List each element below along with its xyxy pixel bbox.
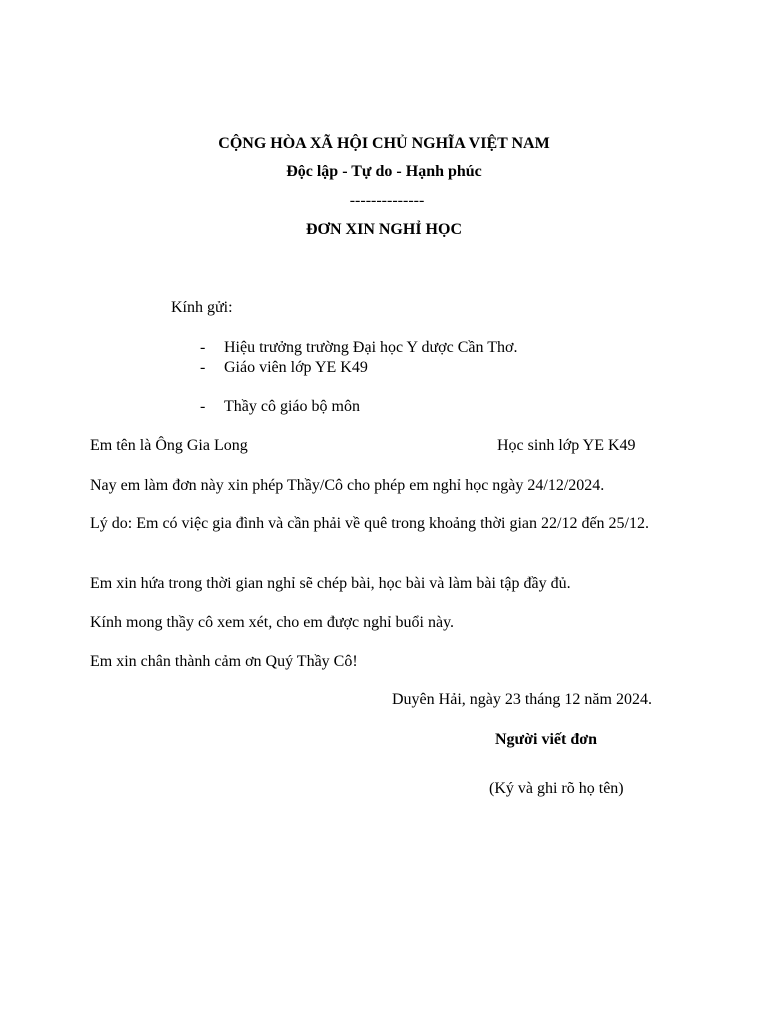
recipient-bullet: - bbox=[200, 339, 206, 356]
recipient-text: Giáo viên lớp YE K49 bbox=[224, 359, 368, 376]
header-separator: -------------- bbox=[349, 192, 425, 209]
signature-instruction: (Ký và ghi rõ họ tên) bbox=[489, 780, 624, 797]
student-name-line: Em tên là Ông Gia Long bbox=[90, 437, 248, 454]
recipient-text: Hiệu trưởng trường Đại học Y dược Cần Thơ. bbox=[224, 339, 518, 356]
place-date-line: Duyên Hải, ngày 23 tháng 12 năm 2024. bbox=[392, 691, 652, 708]
nation-heading: CỘNG HÒA XÃ HỘI CHỦ NGHĨA VIỆT NAM bbox=[218, 135, 550, 152]
thanks-paragraph: Em xin chân thành cảm ơn Quý Thầy Cô! bbox=[90, 653, 358, 670]
recipient-bullet: - bbox=[200, 398, 206, 415]
recipients-label: Kính gửi: bbox=[171, 299, 233, 316]
recipient-bullet: - bbox=[200, 359, 206, 376]
hope-paragraph: Kính mong thầy cô xem xét, cho em được nghỉ buổi này. bbox=[90, 614, 455, 631]
reason-paragraph: Lý do: Em có việc gia đình và cần phải về quê trong khoảng thời gian 22/12 đến 25/12. bbox=[90, 515, 649, 532]
signer-title: Người viết đơn bbox=[495, 731, 597, 748]
document-title: ĐƠN XIN NGHỈ HỌC bbox=[305, 221, 462, 238]
motto-heading: Độc lập - Tự do - Hạnh phúc bbox=[286, 163, 482, 180]
student-class-line: Học sinh lớp YE K49 bbox=[497, 437, 636, 454]
promise-paragraph: Em xin hứa trong thời gian nghỉ sẽ chép bài, học bài và làm bài tập đầy đủ. bbox=[90, 575, 571, 592]
request-paragraph: Nay em làm đơn này xin phép Thầy/Cô cho phép em nghỉ học ngày 24/12/2024. bbox=[90, 477, 605, 494]
recipient-text: Thầy cô giáo bộ môn bbox=[224, 398, 360, 415]
